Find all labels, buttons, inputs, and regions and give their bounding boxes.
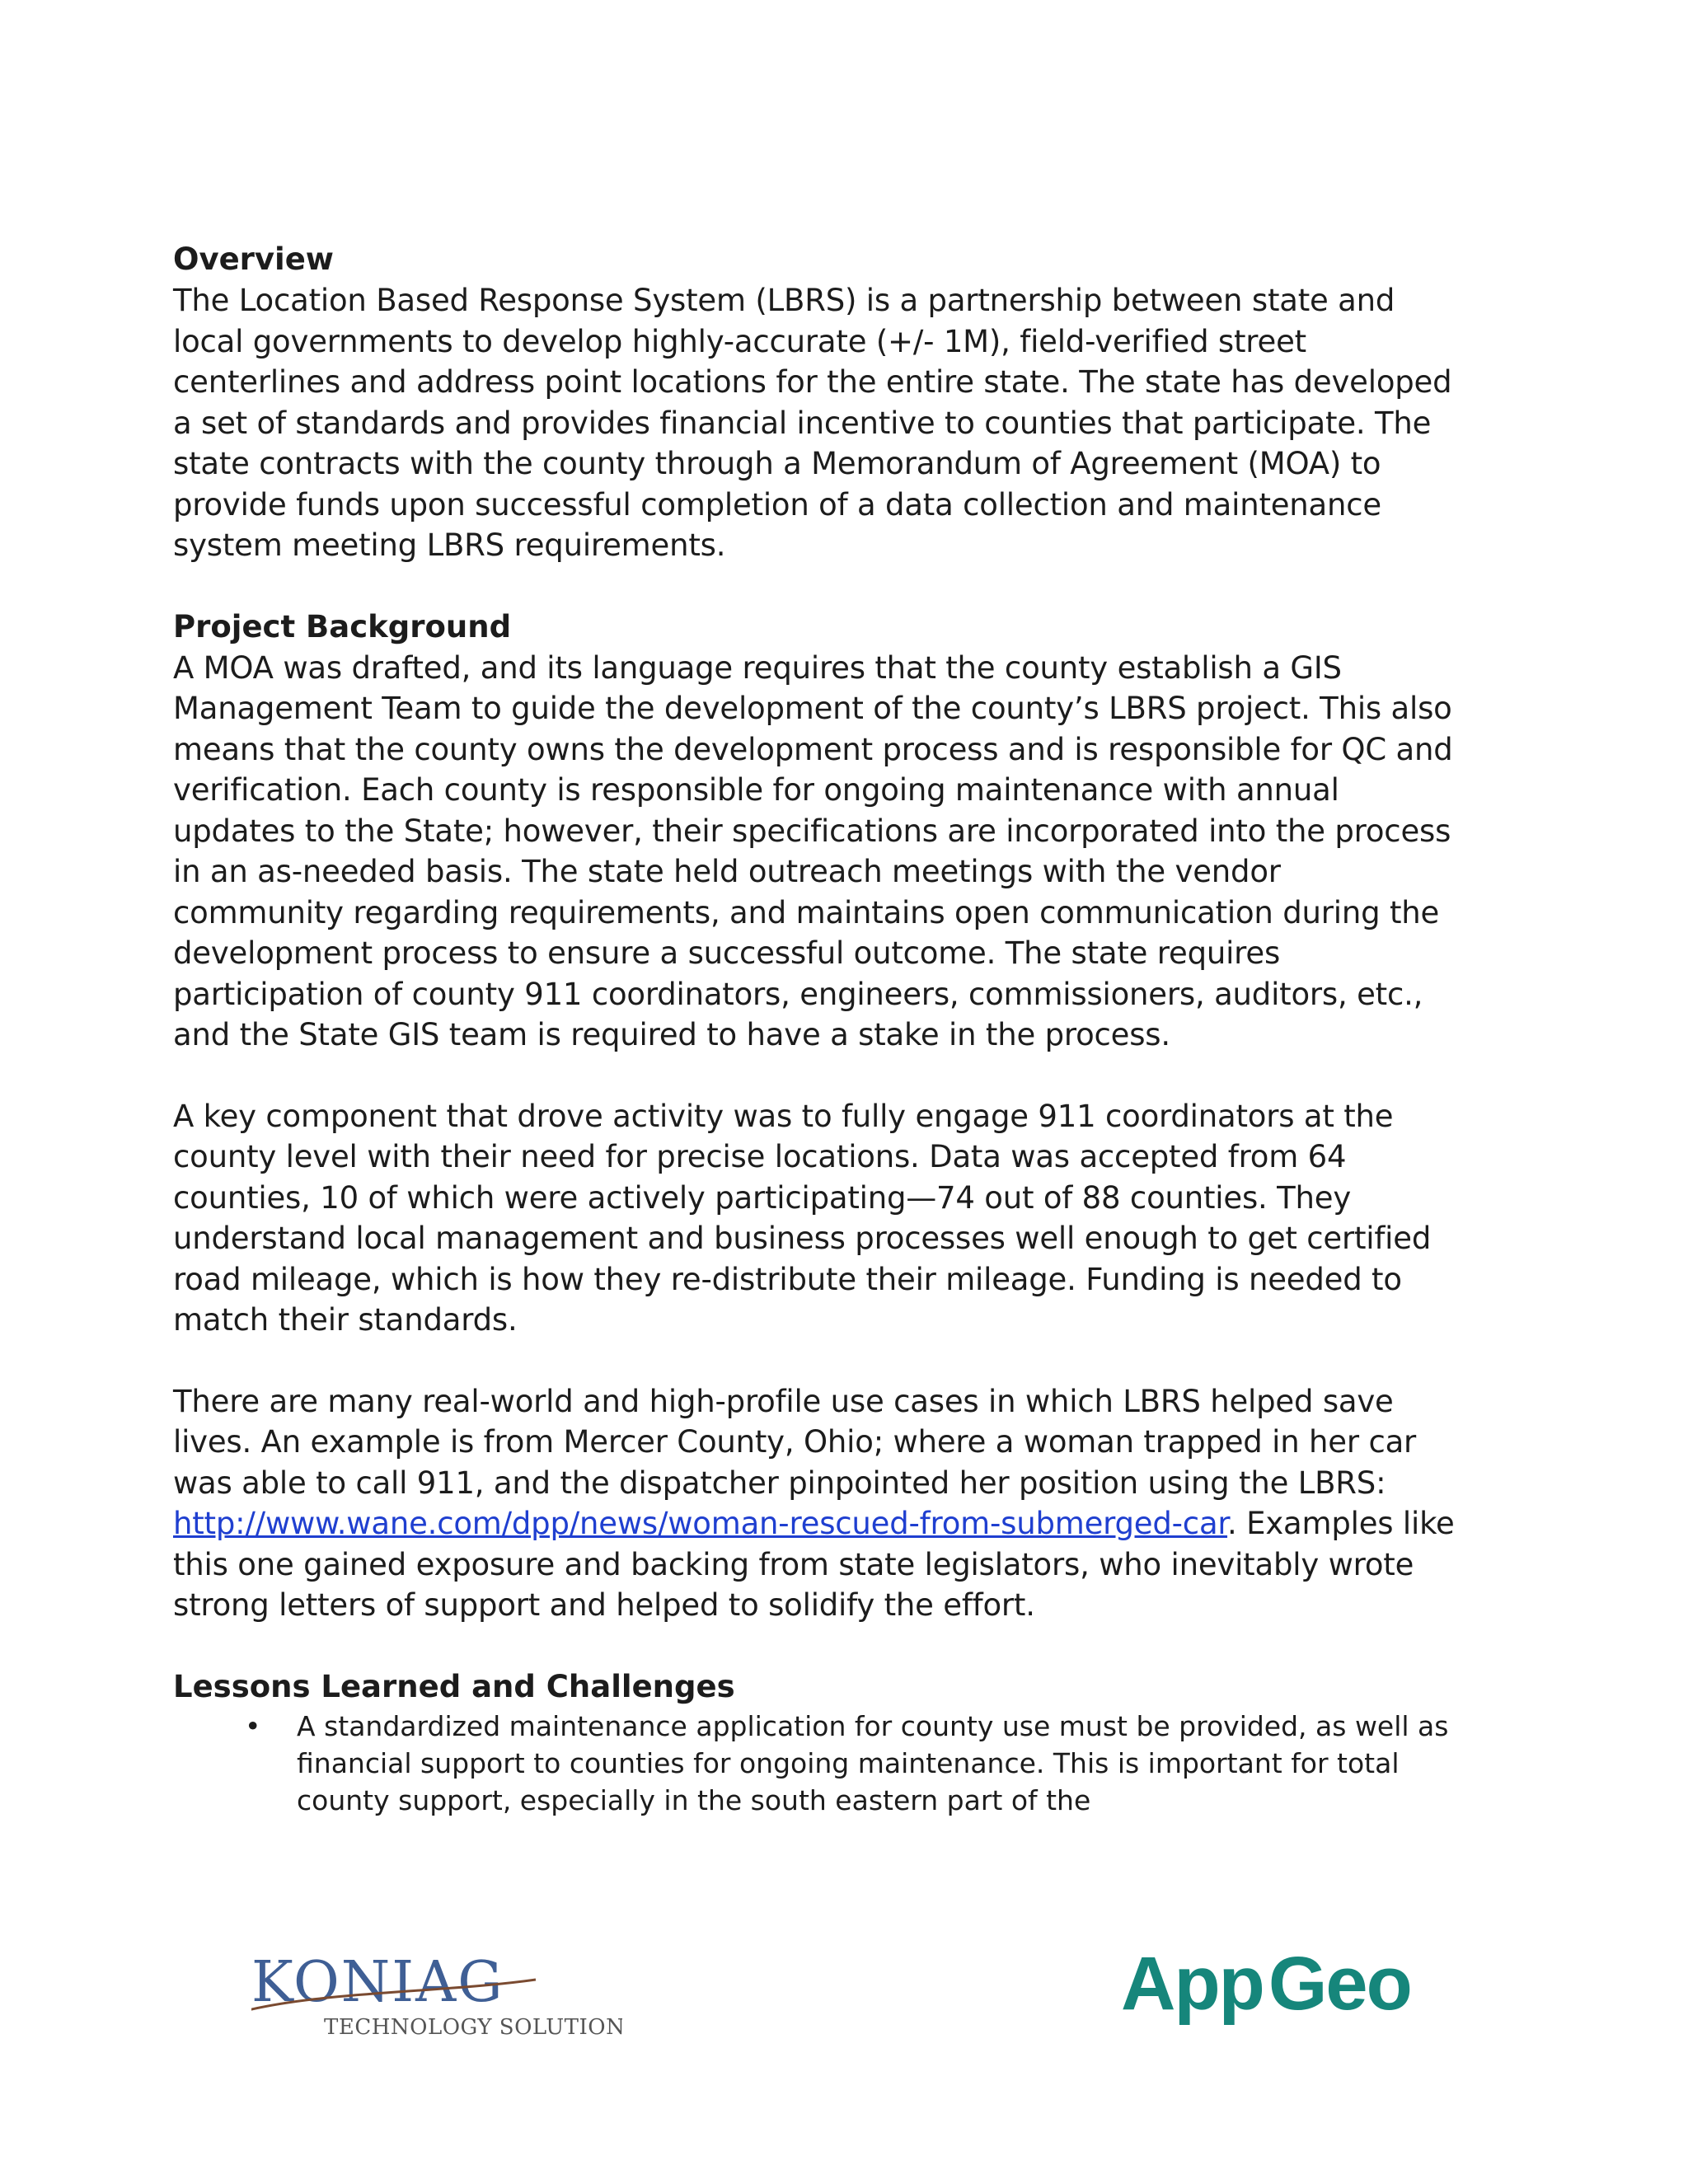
paragraph-text-after-link: . Examples like this one gained exposure and backing from state legislators, who inevitably wrote strong letters of support and helped to solidify the effort. bbox=[173, 1506, 1455, 1623]
koniag-logo-subtitle: TECHNOLOGY SOLUTIONS bbox=[324, 2015, 622, 2040]
appgeo-logo bbox=[1119, 1945, 1432, 2036]
overview-paragraph: The Location Based Response System (LBRS) is a partnership between state and local governments to develop highly-accurate (+/- 1M), field-verified street centerlines and address point locations for the entire state. The state has developed a set of standards and provides financial incentive to counties that participate. The state contracts with the county through a Memorandum of Agreement (MOA) to provide funds upon successful completion of a data collection and maintenance system meeting LBRS requirements. bbox=[173, 283, 1452, 563]
list-item bbox=[173, 1708, 1459, 1819]
bullet-icon: • bbox=[245, 1709, 261, 1742]
koniag-logo-graphic bbox=[251, 1945, 622, 2044]
list-item-text: A standardized maintenance application for county use must be provided, as well as financial support to counties for ongoing maintenance. This is important for total county support, especially in the south eastern part of the bbox=[297, 1709, 1449, 1816]
background-paragraph-3 bbox=[173, 1381, 1459, 1626]
project-background-heading: Project Background bbox=[173, 608, 512, 644]
appgeo-logo-geo: Geo bbox=[1268, 1945, 1411, 2026]
paragraph-text-before-link: There are many real-world and high-profile use cases in which LBRS helped save lives. An example is from Mercer County, Ohio; where a woman trapped in her car was able to call 911, and the dispatcher pinpointed her position using the LBRS: bbox=[173, 1383, 1417, 1501]
document-page bbox=[173, 239, 1459, 1819]
lessons-bullet-list bbox=[173, 1708, 1459, 1819]
koniag-logo bbox=[251, 1945, 622, 2044]
appgeo-logo-app: App bbox=[1121, 1945, 1264, 2026]
lessons-learned-heading: Lessons Learned and Challenges bbox=[173, 1668, 735, 1704]
news-article-link[interactable]: http://www.wane.com/dpp/news/woman-rescued-from-submerged-car bbox=[173, 1506, 1228, 1541]
background-paragraph-1: A MOA was drafted, and its language requires that the county establish a GIS Management Team to guide the development of the county’s LBRS project. This also means that the county owns the development process and is responsible for QC and verification. Each county is responsible for ongoing maintenance with annual updates to the State; however, their specifications are incorporated into the process in an as-needed basis. The state held outreach meetings with the vendor community regarding requirements, and maintains open communication during the development process to ensure a successful outcome. The state requires participation of county 911 coordinators, engineers, commissioners, auditors, etc., and the State GIS team is required to have a stake in the process. bbox=[173, 649, 1453, 1052]
background-paragraph-2: A key component that drove activity was to fully engage 911 coordinators at the county level with their need for precise locations. Data was accepted from 64 counties, 10 of which were actively participating—74 out of 88 counties. They understand local management and business processes well enough to get certified road mileage, which is how they re-distribute their mileage. Funding is needed to match their standards. bbox=[173, 1098, 1432, 1338]
koniag-logo-word: KONIAG bbox=[251, 1950, 504, 2015]
svg-text:AppGeo bbox=[1121, 1945, 1411, 2026]
overview-heading: Overview bbox=[173, 241, 334, 277]
appgeo-logo-graphic bbox=[1119, 1945, 1432, 2036]
